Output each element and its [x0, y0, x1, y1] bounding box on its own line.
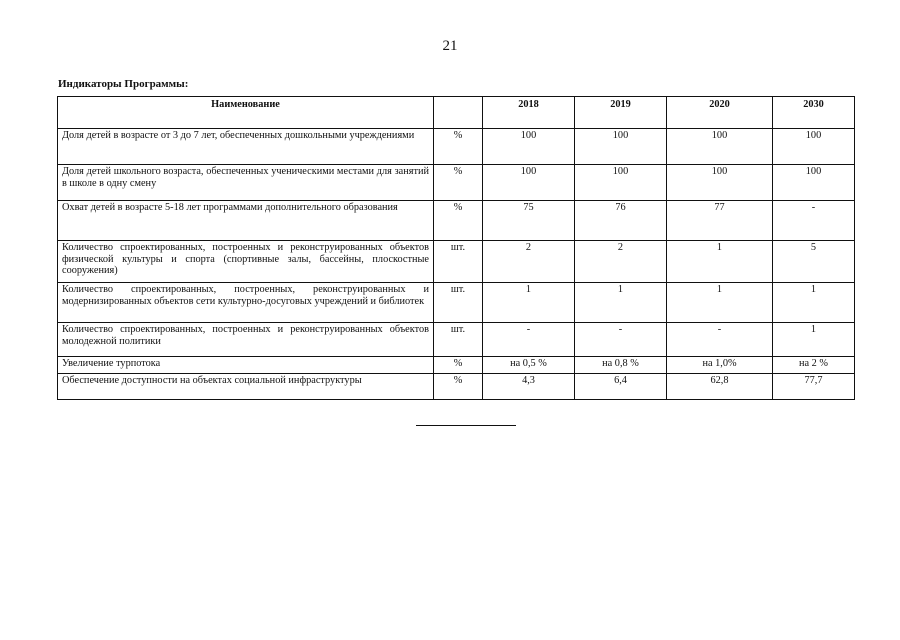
value-cell: - — [773, 201, 855, 241]
unit-cell: % — [434, 201, 483, 241]
value-cell: - — [483, 323, 575, 357]
unit-cell: % — [434, 165, 483, 201]
column-header-3: 2019 — [575, 97, 667, 129]
value-cell: 2 — [575, 241, 667, 283]
indicator-name-cell: Количество спроектированных, построенных и реконструированных объектов физической культуры и спорта (спортивные залы, бассейны, плоскостные сооружения) — [58, 241, 434, 283]
value-cell: - — [667, 323, 773, 357]
value-cell: 75 — [483, 201, 575, 241]
table-body — [58, 129, 855, 400]
value-cell: 1 — [773, 323, 855, 357]
value-cell: 100 — [667, 129, 773, 165]
indicator-name-cell: Количество спроектированных, построенных и реконструированных объектов молодежной политики — [58, 323, 434, 357]
value-cell: 100 — [773, 165, 855, 201]
column-header-0: Наименование — [58, 97, 434, 129]
indicator-name-cell: Доля детей в возрасте от 3 до 7 лет, обеспеченных дошкольными учреждениями — [58, 129, 434, 165]
indicator-name-cell: Охват детей в возрасте 5-18 лет программами дополнительного образования — [58, 201, 434, 241]
table-row — [58, 129, 855, 165]
value-cell: 62,8 — [667, 374, 773, 400]
page-number: 21 — [442, 38, 458, 54]
value-cell: 100 — [483, 129, 575, 165]
value-cell: 76 — [575, 201, 667, 241]
unit-cell: шт. — [434, 283, 483, 323]
value-cell: на 0,8 % — [575, 357, 667, 374]
value-cell: на 0,5 % — [483, 357, 575, 374]
value-cell: 1 — [773, 283, 855, 323]
section-heading: Индикаторы Программы: — [58, 78, 189, 90]
unit-cell: % — [434, 129, 483, 165]
value-cell: 2 — [483, 241, 575, 283]
value-cell: 100 — [575, 165, 667, 201]
value-cell: 77 — [667, 201, 773, 241]
value-cell: 1 — [667, 283, 773, 323]
value-cell: 100 — [667, 165, 773, 201]
column-header-2: 2018 — [483, 97, 575, 129]
table-row — [58, 201, 855, 241]
end-rule — [416, 425, 516, 426]
indicator-name-cell: Доля детей школьного возраста, обеспеченных ученическими местами для занятий в школе в одну смену — [58, 165, 434, 201]
indicator-name-cell: Обеспечение доступности на объектах социальной инфраструктуры — [58, 374, 434, 400]
indicator-name-cell: Увеличение турпотока — [58, 357, 434, 374]
value-cell: 77,7 — [773, 374, 855, 400]
unit-cell: % — [434, 374, 483, 400]
value-cell: на 2 % — [773, 357, 855, 374]
column-header-4: 2020 — [667, 97, 773, 129]
value-cell: 1 — [483, 283, 575, 323]
value-cell: 6,4 — [575, 374, 667, 400]
table-row — [58, 165, 855, 201]
table-header-row — [58, 97, 855, 129]
value-cell: 4,3 — [483, 374, 575, 400]
column-header-1 — [434, 97, 483, 129]
indicators-table — [57, 96, 855, 400]
column-header-5: 2030 — [773, 97, 855, 129]
table-row — [58, 323, 855, 357]
unit-cell: шт. — [434, 323, 483, 357]
value-cell: 100 — [773, 129, 855, 165]
table-row — [58, 374, 855, 400]
table-row — [58, 283, 855, 323]
indicator-name-cell: Количество спроектированных, построенных, реконструированных и модернизированных объектов сети культурно-досуговых учреждений и библиотек — [58, 283, 434, 323]
unit-cell: % — [434, 357, 483, 374]
table-row — [58, 357, 855, 374]
value-cell: на 1,0% — [667, 357, 773, 374]
value-cell: - — [575, 323, 667, 357]
unit-cell: шт. — [434, 241, 483, 283]
value-cell: 100 — [575, 129, 667, 165]
value-cell: 1 — [667, 241, 773, 283]
value-cell: 100 — [483, 165, 575, 201]
value-cell: 1 — [575, 283, 667, 323]
value-cell: 5 — [773, 241, 855, 283]
table-row — [58, 241, 855, 283]
